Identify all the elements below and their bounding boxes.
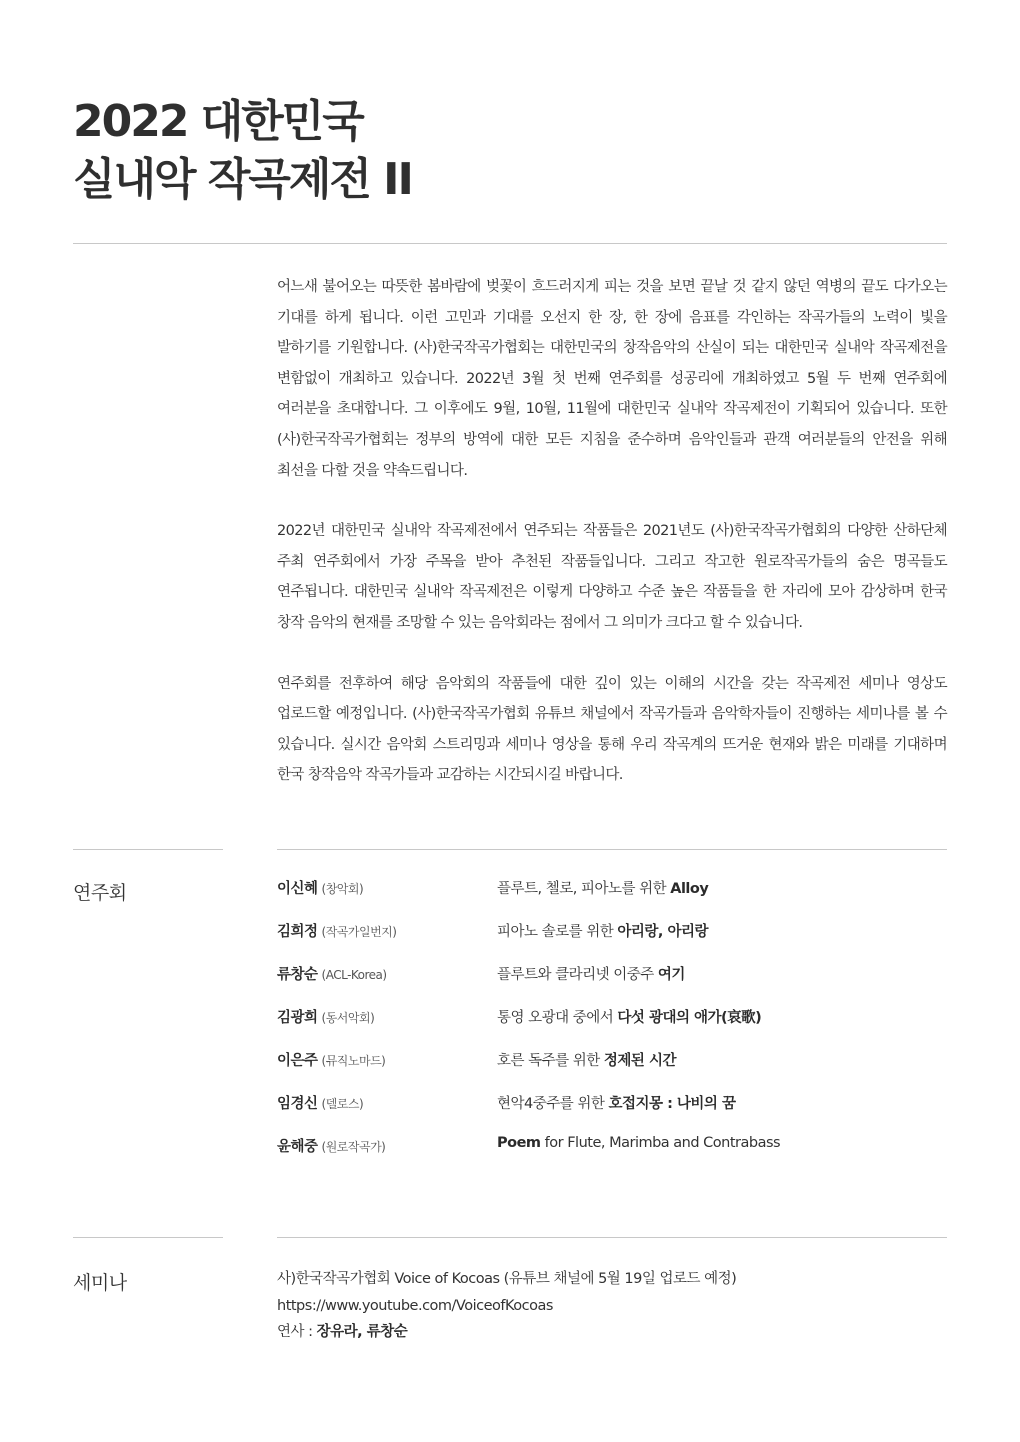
seminar-url: https://www.youtube.com/VoiceofKocoas: [277, 1297, 553, 1314]
title-line-2: 실내악 작곡제전 II: [73, 154, 412, 205]
intro-text: [277, 272, 947, 821]
intro-paragraph: 어느새 불어오는 따뜻한 봄바람에 벚꽃이 흐드러지게 피는 것을 보면 끝날 것 같지 않던 역병의 끝도 다가오는 기대를 하게 됩니다. 이런 고민과 기대를 오선지 한 장, 한 장에 음표를 각인하는 작곡가들의 노력이 빛을 발하기를 기원합니다. (사)한국작곡가협회는 대한민국의 창작음악의 산실이 되는 대한민국 실내악 작곡제전을 변함없이 개최하고 있습니다. 2022년 3월 첫 번째 연주회를 성공리에 개최하였고 5월 두 번째 연주회에 여러분을 초대합니다. 그 이후에도 9월, 10월, 11월에 대한민국 실내악 작곡제전이 기획되어 있습니다. 또한 (사)한국작곡가협회는 정부의 방역에 대한 모든 지침을 준수하며 음악인들과 관객 여러분들의 안전을 위해 최선을 다할 것을 약속드립니다.: [277, 279, 947, 479]
performer: [277, 920, 396, 941]
program-item: [277, 963, 947, 1006]
seminar-content-divider: [277, 1237, 947, 1238]
performer: [277, 1049, 385, 1070]
performer-group: (델로스): [321, 1097, 364, 1111]
work-description: 호른 독주를 위한: [497, 1053, 604, 1069]
seminar-label: 세미나: [73, 1272, 127, 1294]
work: [497, 920, 708, 941]
work-title: 호접지몽 : 나비의 꿈: [608, 1096, 736, 1112]
work-description: 플루트와 클라리넷 이중주: [497, 967, 658, 983]
seminar-speakers: [277, 1319, 736, 1346]
speakers-label: 연사 :: [277, 1324, 317, 1340]
performer-group: (ACL-Korea): [321, 968, 387, 982]
work: [497, 1135, 780, 1151]
performer-name: 류창순: [277, 967, 318, 983]
work: [497, 1092, 736, 1113]
concert-program-list: [277, 877, 947, 1178]
work: [497, 1006, 761, 1027]
work: [497, 1049, 676, 1070]
seminar-description: 사)한국작곡가협회 Voice of Kocoas (유튜브 채널에 5월 19일 업로드 예정): [277, 1271, 737, 1287]
work-suffix: for Flute, Marimba and Contrabass: [540, 1135, 781, 1151]
work-title: 여기: [657, 967, 685, 983]
work-description: 피아노 솔로를 위한: [497, 924, 618, 940]
title-divider: [73, 243, 947, 244]
performer: [277, 1006, 374, 1027]
performer-name: 이은주: [277, 1053, 318, 1069]
performer-name: 김희정: [277, 924, 318, 940]
performer-group: (뮤직노마드): [321, 1054, 386, 1068]
program-item: [277, 1092, 947, 1135]
program-item: [277, 1049, 947, 1092]
seminar-label-divider: [73, 1237, 223, 1238]
concert-label: 연주회: [73, 882, 127, 904]
work-title: Alloy: [670, 881, 709, 897]
work-title: Poem: [497, 1135, 541, 1151]
performer-group: (작곡가일번지): [321, 925, 397, 939]
performer: [277, 1135, 385, 1156]
seminar-info: [277, 1266, 736, 1346]
performer-name: 윤해중: [277, 1139, 318, 1155]
performer-name: 김광희: [277, 1010, 318, 1026]
concert-list-divider: [277, 849, 947, 850]
title-line-1: 2022 대한민국: [73, 96, 363, 147]
performer: [277, 877, 363, 898]
performer: [277, 963, 387, 984]
program-item: [277, 877, 947, 920]
title-block: [73, 93, 412, 209]
performer-group: (창악회): [321, 882, 364, 896]
performer-name: 임경신: [277, 1096, 318, 1112]
work: [497, 877, 708, 898]
program-item: [277, 1006, 947, 1049]
concert-label-divider: [73, 849, 223, 850]
performer: [277, 1092, 363, 1113]
work-title: 아리랑, 아리랑: [617, 924, 708, 940]
intro-paragraph: 연주회를 전후하여 해당 음악회의 작품들에 대한 깊이 있는 이해의 시간을 갖는 작곡제전 세미나 영상도 업로드할 예정입니다. (사)한국작곡가협회 유튜브 채널에서 작곡가들과 음악학자들이 진행하는 세미나를 볼 수 있습니다. 실시간 음악회 스트리밍과 세미나 영상을 통해 우리 작곡계의 뜨거운 현재와 밝은 미래를 기대하며 한국 창작음악 작곡가들과 교감하는 시간되시길 바랍니다.: [277, 675, 947, 784]
work-description: 플루트, 첼로, 피아노를 위한: [497, 881, 671, 897]
work: [497, 963, 685, 984]
intro-paragraph: 2022년 대한민국 실내악 작곡제전에서 연주되는 작품들은 2021년도 (사)한국작곡가협회의 다양한 산하단체 주최 연주회에서 가장 주목을 받아 추천된 작품들입니다. 그리고 작고한 원로작곡가들의 숨은 명곡들도 연주됩니다. 대한민국 실내악 작곡제전은 이렇게 다양하고 수준 높은 작품들을 한 자리에 모아 감상하며 한국 창작 음악의 현재를 조망할 수 있는 음악회라는 점에서 그 의미가 크다고 할 수 있습니다.: [277, 523, 947, 631]
work-description: 현악4중주를 위한: [497, 1096, 609, 1112]
performer-name: 이신혜: [277, 881, 318, 897]
performer-group: (동서악회): [321, 1011, 375, 1025]
work-description: 통영 오광대 중에서: [497, 1010, 618, 1026]
performer-group: (원로작곡가): [321, 1140, 386, 1154]
work-title: 다섯 광대의 애가(哀歌): [617, 1010, 762, 1026]
program-item: [277, 1135, 947, 1178]
work-title: 정제된 시간: [603, 1053, 676, 1069]
speakers-names: 장유라, 류창순: [316, 1324, 408, 1340]
program-item: [277, 920, 947, 963]
